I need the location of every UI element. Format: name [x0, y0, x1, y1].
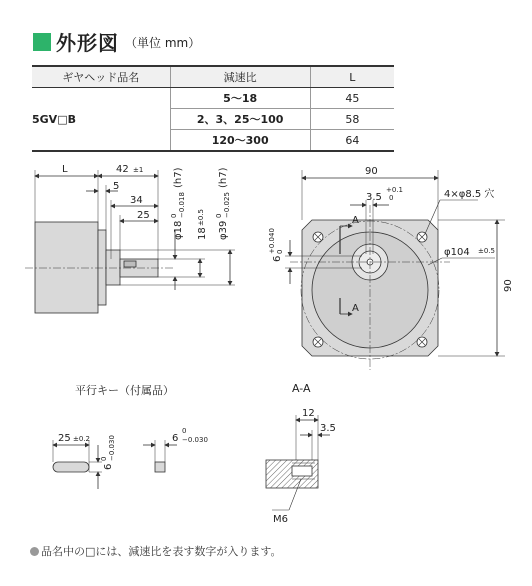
shaft-key	[124, 261, 136, 267]
footnote	[30, 543, 282, 559]
label-6: 6	[272, 255, 283, 262]
label-phi18: φ18	[173, 220, 184, 240]
label-42-tol: ±1	[133, 166, 144, 174]
label-key-6b: 6	[172, 433, 179, 444]
label-pcd: φ104	[444, 247, 470, 258]
label-3-5: 3.5	[366, 192, 382, 203]
ratio-cell: 2、3、25～100	[170, 109, 310, 130]
label-12: 12	[302, 408, 315, 419]
label-6-lower: 0	[276, 249, 284, 254]
unit-note: （単位 mm）	[125, 36, 201, 50]
ratio-cell: 120～300	[170, 130, 310, 152]
bullet-icon	[30, 547, 39, 556]
label-phi39-lower: −0.025	[223, 192, 231, 218]
key-side	[53, 462, 89, 472]
front-view	[285, 170, 505, 370]
label-18: 18	[197, 227, 208, 240]
label-25: 25	[137, 210, 150, 221]
label-6-upper: +0.040	[268, 228, 276, 254]
label-holes: 4×φ8.5 穴	[444, 189, 495, 200]
label-pcd-tol: ±0.5	[478, 247, 495, 255]
label-section-A-top: A	[352, 215, 359, 226]
label-phi39-fit: (h7)	[218, 167, 229, 188]
label-5: 5	[113, 181, 120, 192]
model-cell: 5GV□B	[32, 88, 170, 152]
label-90-height: 90	[503, 279, 514, 292]
tapped-hole	[292, 466, 312, 476]
label-18-tol: ±0.5	[197, 209, 205, 226]
label-90-width: 90	[365, 166, 378, 177]
pilot-boss	[106, 250, 120, 285]
page-title: 外形図	[56, 31, 119, 55]
label-section-A-bottom: A	[352, 303, 359, 314]
col-ratio: 減速比	[170, 66, 310, 88]
label-key-6b-lower: −0.030	[182, 436, 208, 444]
section-title: A-A	[292, 382, 311, 395]
L-cell: 45	[310, 88, 394, 109]
label-phi39: φ39	[218, 220, 229, 240]
flange-step	[98, 230, 106, 305]
label-M6: M6	[273, 514, 288, 525]
label-34: 34	[130, 195, 143, 206]
key-end	[155, 462, 165, 472]
ratio-cell: 5～18	[170, 88, 310, 109]
col-model: ギヤヘッド品名	[32, 66, 170, 88]
label-key-6a-lower: −0.030	[108, 435, 116, 461]
footnote-text: 品名中の□には、減速比を表す数字が入ります。	[41, 545, 282, 558]
label-3-5-lower: 0	[389, 194, 394, 202]
label-key-6a: 6	[103, 463, 114, 470]
side-view	[25, 170, 235, 313]
label-key-25: 25	[58, 433, 71, 444]
label-phi18-upper: 0	[170, 213, 178, 218]
label-key-6b-upper: 0	[182, 427, 187, 435]
label-key-25-tol: ±0.2	[73, 435, 90, 443]
label-42: 42	[116, 164, 129, 175]
label-key-6a-upper: 0	[100, 456, 108, 461]
label-phi18-lower: −0.018	[178, 192, 186, 218]
gearhead-body	[35, 222, 98, 313]
label-section-3-5: 3.5	[320, 423, 336, 434]
label-L: L	[62, 164, 68, 175]
key-title: 平行キー（付属品）	[75, 384, 174, 397]
label-phi18-fit: (h7)	[173, 167, 184, 188]
label-phi39-upper: 0	[215, 213, 223, 218]
col-L: L	[310, 66, 394, 88]
label-3-5-upper: +0.1	[386, 186, 403, 194]
L-cell: 64	[310, 130, 394, 152]
L-cell: 58	[310, 109, 394, 130]
